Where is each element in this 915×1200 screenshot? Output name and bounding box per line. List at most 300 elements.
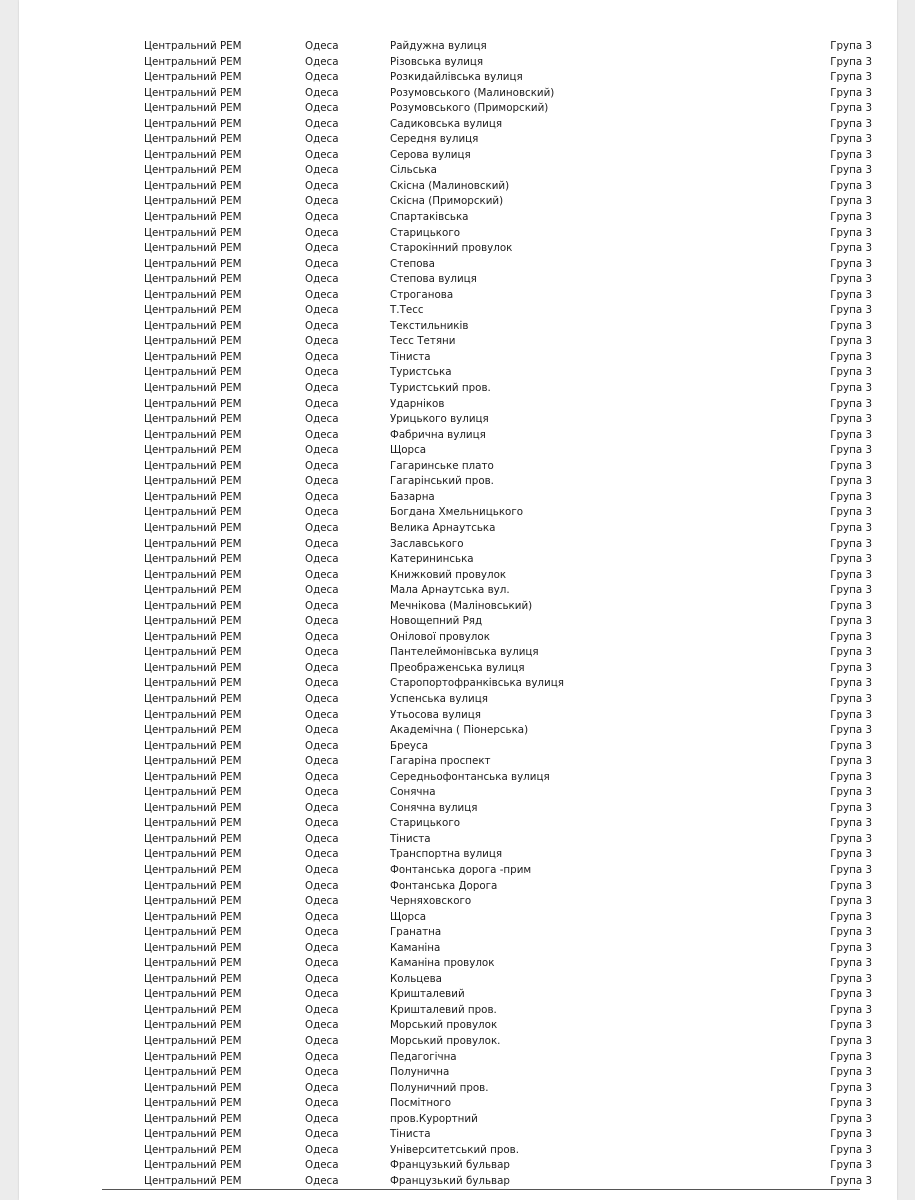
unit-cell: Центральний РЕМ [144, 879, 242, 892]
city-cell: Одеса [305, 1035, 339, 1047]
unit-cell: Центральний РЕМ [144, 848, 242, 861]
city-cell: Одеса [305, 661, 339, 674]
outage-schedule-table [122, 39, 880, 1189]
street-cell: Педагогічна [390, 1050, 457, 1063]
group-cell: Група 3 [830, 568, 872, 581]
unit-cell: Центральний РЕМ [144, 1003, 242, 1016]
group-cell: Група 3 [830, 86, 872, 99]
unit-cell: Центральний РЕМ [144, 1159, 242, 1172]
street-cell: Розумовського (Приморский) [390, 102, 549, 115]
group-cell: Група 3 [830, 941, 872, 954]
table-row [122, 785, 880, 801]
street-cell: Старицького [390, 226, 461, 239]
bottom-rule [102, 1189, 860, 1190]
unit-cell: Центральний РЕМ [144, 630, 242, 643]
table-row [122, 801, 880, 817]
city-cell: Одеса [305, 148, 339, 161]
table-row [122, 894, 880, 910]
group-cell: Група 3 [830, 211, 872, 224]
street-cell: Т.Тесс [390, 304, 424, 317]
city-cell: Одеса [305, 490, 339, 503]
table-row [122, 676, 880, 692]
group-cell: Група 3 [830, 537, 872, 550]
city-cell: Одеса [305, 117, 339, 130]
table-row [122, 132, 880, 148]
unit-cell: Центральний РЕМ [144, 428, 242, 441]
city-cell: Одеса [305, 273, 339, 286]
table-row [122, 70, 880, 86]
city-cell: Одеса [305, 646, 339, 659]
table-row [122, 816, 880, 832]
unit-cell: Центральний РЕМ [144, 335, 242, 348]
unit-cell: Центральний РЕМ [144, 133, 242, 146]
table-row [122, 397, 880, 413]
group-cell: Група 3 [830, 661, 872, 674]
group-cell: Група 3 [830, 801, 872, 814]
table-row [122, 365, 880, 381]
group-cell: Група 3 [830, 164, 872, 177]
city-cell: Одеса [305, 428, 339, 441]
group-cell: Група 3 [830, 288, 872, 301]
street-cell: Успенська вулиця [390, 692, 488, 705]
street-cell: пров.Курортний [390, 1112, 478, 1125]
group-cell: Група 3 [830, 1112, 872, 1125]
group-cell: Група 3 [830, 1143, 872, 1156]
unit-cell: Центральний РЕМ [144, 1112, 242, 1125]
city-cell: Одеса [305, 211, 339, 224]
group-cell: Група 3 [830, 957, 872, 970]
street-cell: Гагарінський пров. [390, 475, 494, 488]
city-cell: Одеса [305, 801, 339, 814]
group-cell: Група 3 [830, 40, 872, 52]
table-row [122, 723, 880, 739]
table-row [122, 210, 880, 226]
group-cell: Група 3 [830, 179, 872, 192]
street-cell: Сільська [390, 164, 437, 177]
table-row [122, 552, 880, 568]
unit-cell: Центральний РЕМ [144, 786, 242, 799]
group-cell: Група 3 [830, 910, 872, 923]
group-cell: Група 3 [830, 895, 872, 908]
unit-cell: Центральний РЕМ [144, 1019, 242, 1032]
unit-cell: Центральний РЕМ [144, 71, 242, 84]
city-cell: Одеса [305, 863, 339, 876]
group-cell: Група 3 [830, 428, 872, 441]
group-cell: Група 3 [830, 599, 872, 612]
street-cell: Спартаківська [390, 211, 469, 224]
city-cell: Одеса [305, 584, 339, 597]
unit-cell: Центральний РЕМ [144, 444, 242, 457]
street-cell: Туристський пров. [390, 382, 491, 395]
table-row [122, 1034, 880, 1050]
group-cell: Група 3 [830, 832, 872, 845]
group-cell: Група 3 [830, 615, 872, 628]
table-row [122, 1081, 880, 1097]
table-row [122, 910, 880, 926]
group-cell: Група 3 [830, 1097, 872, 1110]
city-cell: Одеса [305, 739, 339, 752]
street-cell: Тіниста [390, 350, 431, 363]
street-cell: Катерининська [390, 553, 474, 566]
unit-cell: Центральний РЕМ [144, 1050, 242, 1063]
city-cell: Одеса [305, 568, 339, 581]
street-cell: Середньофонтанська вулиця [390, 770, 550, 783]
city-cell: Одеса [305, 988, 339, 1001]
unit-cell: Центральний РЕМ [144, 537, 242, 550]
unit-cell: Центральний РЕМ [144, 1066, 242, 1079]
street-cell: Заславського [390, 537, 464, 550]
unit-cell: Центральний РЕМ [144, 350, 242, 363]
city-cell: Одеса [305, 55, 339, 68]
group-cell: Група 3 [830, 55, 872, 68]
unit-cell: Центральний РЕМ [144, 615, 242, 628]
group-cell: Група 3 [830, 195, 872, 208]
street-cell: Полунична [390, 1066, 450, 1079]
street-cell: Кольцева [390, 972, 442, 985]
unit-cell: Центральний РЕМ [144, 148, 242, 161]
street-cell: Преображенська вулиця [390, 661, 525, 674]
table-row [122, 55, 880, 71]
street-cell: Розумовського (Малиновский) [390, 86, 555, 99]
unit-cell: Центральний РЕМ [144, 863, 242, 876]
table-row [122, 1112, 880, 1128]
city-cell: Одеса [305, 615, 339, 628]
table-row [122, 86, 880, 102]
street-cell: Книжковий провулок [390, 568, 507, 581]
unit-cell: Центральний РЕМ [144, 179, 242, 192]
city-cell: Одеса [305, 1174, 339, 1187]
city-cell: Одеса [305, 692, 339, 705]
table-row [122, 692, 880, 708]
city-cell: Одеса [305, 304, 339, 317]
city-cell: Одеса [305, 40, 339, 52]
table-row [122, 334, 880, 350]
unit-cell: Центральний РЕМ [144, 972, 242, 985]
street-cell: Тіниста [390, 1128, 431, 1141]
group-cell: Група 3 [830, 724, 872, 737]
street-cell: Мала Арнаутська вул. [390, 584, 510, 597]
table-row [122, 148, 880, 164]
street-cell: Гагаринське плато [390, 459, 494, 472]
street-cell: Строганова [390, 288, 454, 301]
unit-cell: Центральний РЕМ [144, 521, 242, 534]
group-cell: Група 3 [830, 382, 872, 395]
city-cell: Одеса [305, 1112, 339, 1125]
group-cell: Група 3 [830, 117, 872, 130]
city-cell: Одеса [305, 86, 339, 99]
group-cell: Група 3 [830, 1066, 872, 1079]
unit-cell: Центральний РЕМ [144, 801, 242, 814]
group-cell: Група 3 [830, 584, 872, 597]
city-cell: Одеса [305, 506, 339, 519]
street-cell: Серова вулиця [390, 148, 471, 161]
unit-cell: Центральний РЕМ [144, 584, 242, 597]
street-cell: Урицького вулиця [390, 413, 489, 426]
table-row [122, 1050, 880, 1066]
table-row [122, 474, 880, 490]
unit-cell: Центральний РЕМ [144, 211, 242, 224]
table-row [122, 1096, 880, 1112]
city-cell: Одеса [305, 319, 339, 332]
group-cell: Група 3 [830, 459, 872, 472]
group-cell: Група 3 [830, 335, 872, 348]
group-cell: Група 3 [830, 148, 872, 161]
street-cell: Райдужна вулиця [390, 40, 487, 52]
unit-cell: Центральний РЕМ [144, 724, 242, 737]
unit-cell: Центральний РЕМ [144, 1097, 242, 1110]
group-cell: Група 3 [830, 350, 872, 363]
city-cell: Одеса [305, 941, 339, 954]
group-cell: Група 3 [830, 413, 872, 426]
unit-cell: Центральний РЕМ [144, 304, 242, 317]
table-row [122, 847, 880, 863]
table-row [122, 1003, 880, 1019]
table-row [122, 350, 880, 366]
city-cell: Одеса [305, 242, 339, 255]
group-cell: Група 3 [830, 226, 872, 239]
street-cell: Фабрична вулиця [390, 428, 486, 441]
unit-cell: Центральний РЕМ [144, 102, 242, 115]
group-cell: Група 3 [830, 770, 872, 783]
city-cell: Одеса [305, 630, 339, 643]
group-cell: Група 3 [830, 1159, 872, 1172]
street-cell: Сонячна [390, 786, 436, 799]
unit-cell: Центральний РЕМ [144, 382, 242, 395]
table-row [122, 319, 880, 335]
city-cell: Одеса [305, 444, 339, 457]
unit-cell: Центральний РЕМ [144, 1035, 242, 1047]
table-row [122, 832, 880, 848]
city-cell: Одеса [305, 382, 339, 395]
unit-cell: Центральний РЕМ [144, 817, 242, 830]
group-cell: Група 3 [830, 475, 872, 488]
group-cell: Група 3 [830, 926, 872, 939]
street-cell: Полуничний пров. [390, 1081, 489, 1094]
table-row [122, 568, 880, 584]
group-cell: Група 3 [830, 521, 872, 534]
table-row [122, 179, 880, 195]
group-cell: Група 3 [830, 739, 872, 752]
table-row [122, 272, 880, 288]
unit-cell: Центральний РЕМ [144, 288, 242, 301]
group-cell: Група 3 [830, 1003, 872, 1016]
table-row [122, 614, 880, 630]
group-cell: Група 3 [830, 304, 872, 317]
street-cell: Старокінний провулок [390, 242, 513, 255]
group-cell: Група 3 [830, 817, 872, 830]
table-row [122, 708, 880, 724]
street-cell: Садиковська вулиця [390, 117, 503, 130]
unit-cell: Центральний РЕМ [144, 475, 242, 488]
street-cell: Кришталевий пров. [390, 1003, 497, 1016]
street-cell: Скісна (Малиновский) [390, 179, 510, 192]
city-cell: Одеса [305, 1128, 339, 1141]
unit-cell: Центральний РЕМ [144, 226, 242, 239]
street-cell: Фонтанська Дорога [390, 879, 498, 892]
city-cell: Одеса [305, 1081, 339, 1094]
group-cell: Група 3 [830, 848, 872, 861]
city-cell: Одеса [305, 1097, 339, 1110]
city-cell: Одеса [305, 475, 339, 488]
table-row [122, 583, 880, 599]
city-cell: Одеса [305, 677, 339, 690]
city-cell: Одеса [305, 957, 339, 970]
street-cell: Тіниста [390, 832, 431, 845]
group-cell: Група 3 [830, 257, 872, 270]
table-row [122, 754, 880, 770]
city-cell: Одеса [305, 521, 339, 534]
street-cell: Французький бульвар [390, 1174, 510, 1187]
city-cell: Одеса [305, 755, 339, 768]
city-cell: Одеса [305, 1066, 339, 1079]
group-cell: Група 3 [830, 319, 872, 332]
group-cell: Група 3 [830, 755, 872, 768]
table-row [122, 428, 880, 444]
city-cell: Одеса [305, 770, 339, 783]
unit-cell: Центральний РЕМ [144, 832, 242, 845]
unit-cell: Центральний РЕМ [144, 86, 242, 99]
street-cell: Гранатна [390, 926, 442, 939]
unit-cell: Центральний РЕМ [144, 957, 242, 970]
street-cell: Черняховского [390, 895, 472, 908]
unit-cell: Центральний РЕМ [144, 257, 242, 270]
street-cell: Пантелеймонівська вулиця [390, 646, 539, 659]
street-cell: Мечнікова (Маліновський) [390, 599, 533, 612]
city-cell: Одеса [305, 366, 339, 379]
unit-cell: Центральний РЕМ [144, 988, 242, 1001]
group-cell: Група 3 [830, 444, 872, 457]
city-cell: Одеса [305, 1003, 339, 1016]
table-row [122, 661, 880, 677]
table-row [122, 288, 880, 304]
city-cell: Одеса [305, 832, 339, 845]
city-cell: Одеса [305, 335, 339, 348]
city-cell: Одеса [305, 179, 339, 192]
unit-cell: Центральний РЕМ [144, 941, 242, 954]
city-cell: Одеса [305, 599, 339, 612]
group-cell: Група 3 [830, 708, 872, 721]
street-cell: Утьосова вулиця [390, 708, 481, 721]
street-cell: Тесс Тетяни [390, 335, 456, 348]
city-cell: Одеса [305, 537, 339, 550]
unit-cell: Центральний РЕМ [144, 273, 242, 286]
city-cell: Одеса [305, 1143, 339, 1156]
street-cell: Бреуса [390, 739, 428, 752]
group-cell: Група 3 [830, 786, 872, 799]
unit-cell: Центральний РЕМ [144, 1174, 242, 1187]
table-row [122, 505, 880, 521]
city-cell: Одеса [305, 879, 339, 892]
city-cell: Одеса [305, 102, 339, 115]
street-cell: Транспортна вулиця [390, 848, 503, 861]
group-cell: Група 3 [830, 71, 872, 84]
group-cell: Група 3 [830, 273, 872, 286]
table-row [122, 1018, 880, 1034]
city-cell: Одеса [305, 397, 339, 410]
group-cell: Група 3 [830, 677, 872, 690]
street-cell: Фонтанська дорога -прим [390, 863, 532, 876]
unit-cell: Центральний РЕМ [144, 490, 242, 503]
street-cell: Скісна (Приморский) [390, 195, 504, 208]
unit-cell: Центральний РЕМ [144, 55, 242, 68]
table-row [122, 194, 880, 210]
group-cell: Група 3 [830, 1035, 872, 1047]
unit-cell: Центральний РЕМ [144, 739, 242, 752]
table-row [122, 879, 880, 895]
group-cell: Група 3 [830, 553, 872, 566]
unit-cell: Центральний РЕМ [144, 195, 242, 208]
table-row [122, 645, 880, 661]
street-cell: Каманіна провулок [390, 957, 495, 970]
table-row [122, 459, 880, 475]
unit-cell: Центральний РЕМ [144, 319, 242, 332]
city-cell: Одеса [305, 972, 339, 985]
unit-cell: Центральний РЕМ [144, 646, 242, 659]
street-cell: Щорса [390, 910, 427, 923]
group-cell: Група 3 [830, 630, 872, 643]
group-cell: Група 3 [830, 397, 872, 410]
city-cell: Одеса [305, 895, 339, 908]
table-row [122, 1174, 880, 1190]
street-cell: Степова вулиця [390, 273, 477, 286]
unit-cell: Центральний РЕМ [144, 677, 242, 690]
street-cell: Гагаріна проспект [390, 755, 491, 768]
city-cell: Одеса [305, 71, 339, 84]
table-row [122, 770, 880, 786]
unit-cell: Центральний РЕМ [144, 1143, 242, 1156]
unit-cell: Центральний РЕМ [144, 661, 242, 674]
group-cell: Група 3 [830, 646, 872, 659]
city-cell: Одеса [305, 226, 339, 239]
unit-cell: Центральний РЕМ [144, 755, 242, 768]
table-row [122, 257, 880, 273]
table-row [122, 101, 880, 117]
street-cell: Морський провулок [390, 1019, 498, 1032]
table-row [122, 941, 880, 957]
city-cell: Одеса [305, 1019, 339, 1032]
city-cell: Одеса [305, 459, 339, 472]
street-cell: Щорса [390, 444, 427, 457]
table-row [122, 1065, 880, 1081]
document-page [19, 0, 897, 1200]
table-row [122, 303, 880, 319]
unit-cell: Центральний РЕМ [144, 926, 242, 939]
street-cell: Різовська вулиця [390, 55, 484, 68]
city-cell: Одеса [305, 708, 339, 721]
street-cell: Степова [390, 257, 435, 270]
unit-cell: Центральний РЕМ [144, 413, 242, 426]
unit-cell: Центральний РЕМ [144, 40, 242, 52]
street-cell: Академічна ( Піонерська) [390, 724, 529, 737]
street-cell: Туристська [390, 366, 452, 379]
group-cell: Група 3 [830, 366, 872, 379]
street-cell: Ударніков [390, 397, 445, 410]
group-cell: Група 3 [830, 972, 872, 985]
group-cell: Група 3 [830, 506, 872, 519]
unit-cell: Центральний РЕМ [144, 117, 242, 130]
unit-cell: Центральний РЕМ [144, 164, 242, 177]
table-row [122, 925, 880, 941]
group-cell: Група 3 [830, 692, 872, 705]
unit-cell: Центральний РЕМ [144, 692, 242, 705]
group-cell: Група 3 [830, 863, 872, 876]
group-cell: Група 3 [830, 1128, 872, 1141]
table-row [122, 490, 880, 506]
table-row [122, 739, 880, 755]
street-cell: Середня вулиця [390, 133, 479, 146]
table-row [122, 521, 880, 537]
table-row [122, 1158, 880, 1174]
